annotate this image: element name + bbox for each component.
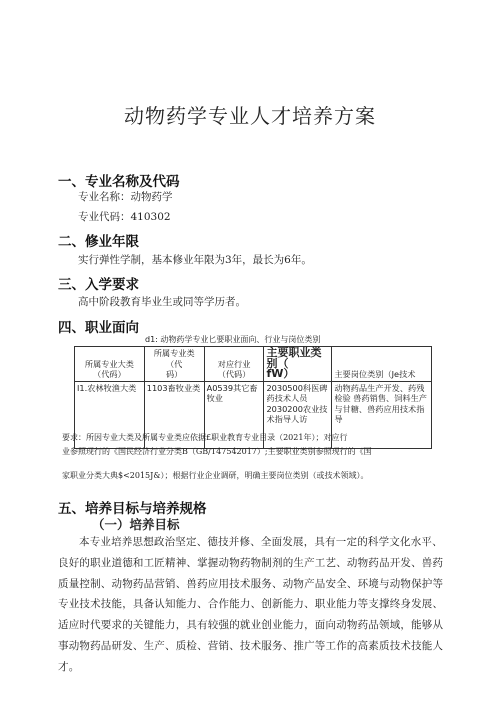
header-occupation-text: 主要职业类别（ fW） [266,346,322,380]
header-major-category: 所属专业大类（代码） [75,347,145,382]
table-note-line-3: 家职业分类大典$<2015J&）；根据行业企业调研，明确主要岗位类别（或技术领域）。 [62,471,369,480]
header-occupation [264,347,332,382]
table-caption: d1: 动物药学专业匕要职业面向、行业与岗位类别 [145,335,321,344]
major-name: 专业名称：动物药学 [78,191,173,203]
cell-major-category: I1.农林牧渔大类 [75,381,145,448]
cell-major-class: 1103畜牧业类 [144,381,204,448]
section-heading-goals: 五、培养目标与培养规格 [58,501,207,517]
duration-text: 实行弹性学制，基本修业年限为3年，最长为6年。 [78,254,312,266]
cell-industry: A0539其它畜牧业 [204,381,264,448]
major-code: 专业代码：410302 [78,211,171,223]
cell-position: 动物药品生产开发、药残检验 兽药销售、饲料生产与甘糖、兽药应用技术指导 [332,381,432,448]
page-title: 动物药学专业人才培养方案 [124,104,376,128]
section-heading-major: 一、专业名称及代码 [58,174,180,190]
table-note-line-1: 要求：所因专业大类及所属专业类应依据£职业教育专业目录（2021年）；对应行 [62,433,348,442]
goal-paragraph: 本专业培养思想政治坚定、德技并修、全面发展，具有一定的科学文化水平、良好的职业道德和工匠精神、掌握动物药物制剂的生产工艺、动物药品开发、兽药质量控制、动物药品营销、兽药应用技术服务、动物产品安全、环境与动物保护等专业技术技能，具备认知能力、合作能力、创新能力、职业能力等支撑终身发展、适应时代要求的关键能力，具有较强的就业创业能力，面向动物药品领域，能够从事动物药品研发、生产、质检、营销、技术服务、推广等工作的高素质技术技能人才。 [58,536,444,673]
header-position: 主要岗位类别（Je技术 [332,347,432,382]
header-industry: 对应行业 （代码） [204,347,264,382]
cell-occupation: 2030500科医碑药技术人员 2030200农业技术指导人访 [264,381,332,448]
section-heading-admission: 三、入学要求 [58,277,139,293]
section-heading-career: 四、职业面向 [58,320,139,336]
subsection-heading-goal: （一）培养目标 [92,517,180,532]
section-heading-duration: 二、修业年限 [58,234,139,250]
table-note-line-2: 业参照现行的《国民经济行业分类B（GB/T47542017）;主要职业类别参照现行的《国 [62,447,372,456]
table-header-row [75,347,432,382]
header-major-class: 所属专业类（代 码） [144,347,204,382]
admission-text: 高中阶段教育毕业生或同等学历者。 [78,296,246,308]
